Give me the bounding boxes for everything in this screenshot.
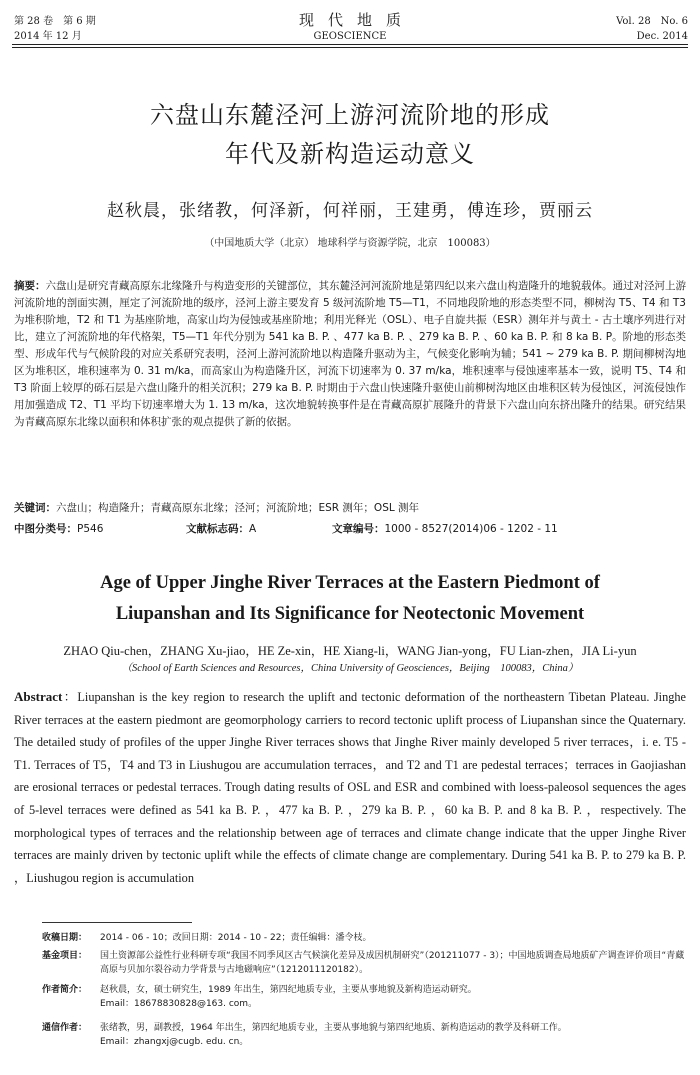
abstract-en-text: ：Liupanshan is the key region to research the uplift and tectonic deformation of the northeastern Tibetan Plateau. Jinghe River terraces at the eastern piedmont are geomorphology carriers to record tectonic uplift process of Liupanshan since the Quaternary. The detailed study of profiles of the upper Jinghe River terraces shows that Jinghe River mainly developed 5 river terraces，i. e. T5 - T1. Terraces of T5，T4 and T3 in Liushugou are accumulation terraces，and T2 and T1 are pedestal terraces；terraces in Gaojiashan are erosional terraces or pedestal terraces. Trough dating results of OSL and ESR and combined with loess-paleosol sequences the ages of 5-level terraces were defined as 541 ka B. P. ，477 ka B. P. ，279 ka B. P. ，60 ka B. P. and 8 ka B. P. ，respectively. The morphological types of terraces and the relationship between age of terraces and climate change indicate that the upper Jinghe River terraces are mainly driven by tectonic uplift while the effects of climate change are complementary. During 541 ka B. P. to 279 ka B. P. ，Liushugou region is accumulation	[14, 690, 686, 885]
issue-date-en: Dec. 2014	[636, 31, 688, 42]
clc-value: P546	[77, 523, 104, 535]
abstract-cn-label: 摘要：	[14, 280, 46, 292]
keywords-label: 关键词：	[14, 502, 56, 514]
footnote-text: 国土资源部公益性行业科研专项“我国不同季风区古气候演化差异及成因机制研究”（201211077 - 3）；中国地质调查局地质矿产调查评价项目“青藏高原与贝加尔裂谷动力学背景与古地磁响应”（1212011120182）。	[100, 951, 685, 975]
footnote-author-bio	[42, 983, 686, 1011]
footnote-label: 收稿日期：	[42, 933, 88, 943]
keywords-cn	[14, 500, 686, 515]
header-rule-top	[12, 44, 688, 45]
abstract-en-label: Abstract	[14, 689, 63, 704]
footnote-label: 通信作者：	[42, 1023, 88, 1033]
keywords-text: 六盘山；构造隆升；青藏高原东北缘；泾河；河流阶地；ESR 测年；OSL 测年	[56, 502, 420, 514]
clc-number	[14, 521, 103, 536]
authors-cn: 赵秋晨，张绪教，何泽新，何祥丽，王建勇，傅连珍，贾丽云	[107, 201, 593, 221]
authors-en: ZHAO Qiu-chen，ZHANG Xu-jiao，HE Ze-xin，HE Xiang-li，WANG Jian-yong，FU Lian-zhen，JIA Li-yun	[63, 644, 637, 658]
footnote-text: 张绪教，男，副教授，1964 年出生，第四纪地质专业，主要从事地貌与第四纪地质、新构造运动的教学及科研工作。	[100, 1023, 567, 1033]
paper-title-en-line2: Liupanshan and Its Significance for Neotectonic Movement	[115, 604, 585, 624]
footnote-received	[42, 931, 686, 945]
footnote-label: 作者简介：	[42, 985, 88, 995]
abstract-cn	[14, 278, 686, 431]
volume-issue-en: Vol. 28 No. 6	[616, 16, 688, 27]
journal-name	[0, 10, 700, 44]
journal-name-cn: 现代地质	[298, 11, 415, 29]
doc-code-label: 文献标志码：	[186, 523, 249, 535]
paper-title-cn-line1: 六盘山东麓泾河上游河流阶地的形成	[150, 101, 550, 129]
article-number-label: 文章编号：	[332, 523, 385, 535]
footnote-funding	[42, 949, 686, 977]
affiliation-cn: （中国地质大学（北京） 地球科学与资源学院，北京 100083）	[204, 238, 496, 249]
footnote-email: Email：zhangxj@cugb. edu. cn。	[100, 1037, 249, 1047]
clc-label: 中图分类号：	[14, 523, 77, 535]
paper-title-en-line1: Age of Upper Jinghe River Terraces at the Eastern Piedmont of	[100, 573, 600, 593]
affiliation-en: （School of Earth Sciences and Resources，China University of Geosciences，Beijing 100083，China）	[121, 663, 579, 674]
footnote-text: 赵秋晨，女，硕士研究生，1989 年出生，第四纪地质专业，主要从事地貌及新构造运动研究。	[100, 985, 477, 995]
abstract-en	[14, 686, 686, 889]
header-rule-bottom	[12, 47, 688, 48]
paper-title-cn-line2: 年代及新构造运动意义	[225, 140, 475, 168]
issue-date-cn: 2014 年 12 月	[14, 31, 82, 42]
article-number	[332, 521, 558, 536]
doc-code-value: A	[249, 523, 257, 535]
footnote-corresponding-author	[42, 1021, 686, 1049]
footnote-text: 2014 - 06 - 10；改回日期：2014 - 10 - 22；责任编辑：潘令枝。	[100, 933, 372, 943]
article-number-value: 1000 - 8527(2014)06 - 1202 - 11	[384, 523, 558, 535]
abstract-cn-text: 六盘山是研究青藏高原东北缘隆升与构造变形的关键部位，其东麓泾河河流阶地是第四纪以来六盘山构造隆升的地貌载体。通过对泾河上游河流阶地的剖面实测，厘定了河流阶地的级序，泾河上游主要发育 5 级河流阶地 T5—T1，不同地段阶地的形态类型不同，柳树沟 T5、T4 和 T3 为堆积阶地，T2 和 T1 为基座阶地，高家山均为侵蚀或基座阶地；利用光释光（OSL）、电子自旋共振（ESR）测年并与黄土 - 古土壤序列进行对比，建立了河流阶地的年代格架，T5—T1 年代分别为 541 ka B. P. 、477 ka B. P. 、279 ka B. P. 、60 ka B. P. 和 8 ka B. P。阶地的形态类型、形成年代与气候阶段的对应关系研究表明，泾河上游河流阶地以构造隆升驱动为主，气候变化影响为辅；541 ~ 279 ka B. P. 期间柳树沟地区为堆积区，堆积速率为 0. 31 m/ka，而高家山为构造隆升区，河流下切速率为 0. 37 m/ka，堆积速率与侵蚀速率基本一致，说明 T5、T4 和 T3 阶面上较厚的砾石层是六盘山隆升的相关沉积；279 ka B. P. 时期由于六盘山快速隆升驱使山前柳树沟地区由堆积区转为侵蚀区，河流侵蚀作用加强造成 T2、T1 平均下切速率增大为 1. 13 m/ka，这次地貌转换事件是在青藏高原扩展隆升的背景下六盘山向东挤出隆升的结果。研究结果为青藏高原东北缘以面积和体积扩张的观点提供了新的依据。	[14, 280, 686, 428]
footnote-email: Email：18678830828@163. com。	[100, 999, 258, 1009]
journal-name-en: GEOSCIENCE	[313, 31, 387, 42]
paper-title-en	[0, 568, 700, 630]
journal-volume-info-en	[616, 14, 688, 44]
footnote-label: 基金项目：	[42, 951, 88, 961]
volume-issue: 第 28 卷 第 6 期	[14, 16, 96, 27]
paper-title-cn	[0, 96, 700, 174]
doc-code	[186, 521, 256, 536]
footnote-divider	[42, 922, 192, 923]
